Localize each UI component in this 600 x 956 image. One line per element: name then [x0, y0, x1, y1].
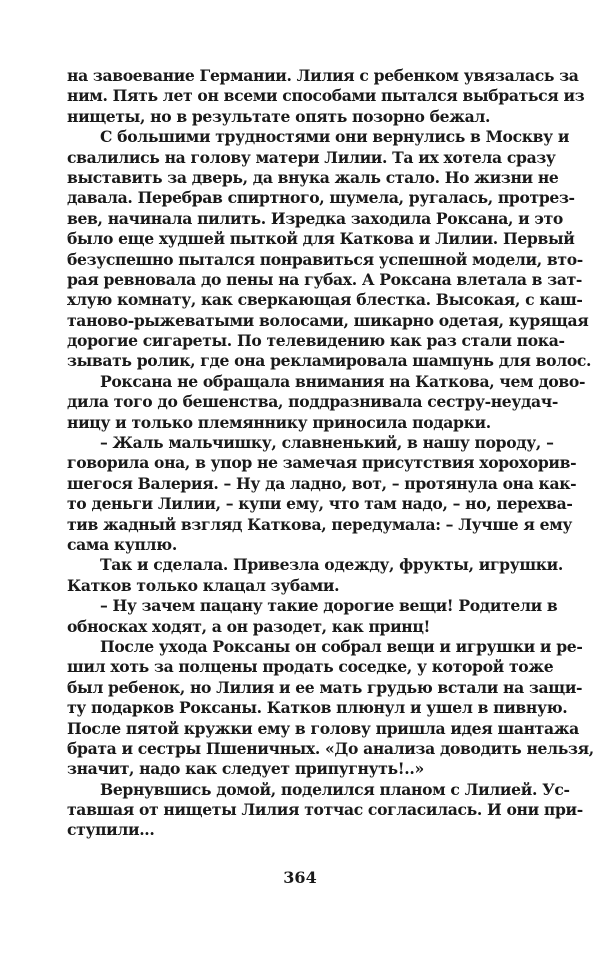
text-line: брата и сестры Пшеничных. «До анализа доводить нельзя,: [67, 738, 594, 758]
paragraph: [67, 636, 594, 780]
text-line: свалились на голову матери Лилии. Та их хотела сразу: [67, 147, 556, 167]
text-line: – Жаль мальчишку, славненький, в нашу породу, –: [100, 433, 554, 453]
text-line: было еще худшей пыткой для Каткова и Лилии. Первый: [67, 229, 575, 249]
text-line: Роксана не обращала внимания на Каткова, чем дово-: [100, 371, 586, 391]
paragraph: [67, 433, 577, 555]
text-line: обносках ходят, а он разодет, как принц!: [67, 616, 431, 636]
text-line: вев, начинала пилить. Изредка заходила Роксана, и это: [67, 208, 563, 228]
text-line: Катков только клацал зубами.: [67, 575, 340, 595]
paragraph: [67, 66, 585, 127]
text-line: Вернувшись домой, поделился планом с Лилией. Ус-: [100, 779, 570, 799]
text-line: Так и сделала. Привезла одежду, фрукты, игрушки.: [100, 555, 563, 575]
text-line: безуспешно пытался понравиться успешной модели, вто-: [67, 249, 583, 269]
text-line: дила того до бешенства, поддразнивала сестру-неудач-: [67, 392, 558, 412]
text-line: тив жадный взгляд Каткова, передумала: – Лучше я ему: [67, 514, 573, 534]
page-number: 364: [283, 868, 317, 887]
paragraph: [67, 127, 592, 372]
paragraph: [67, 596, 558, 637]
text-line: хлую комнату, как сверкающая блестка. Высокая, с каш-: [67, 290, 583, 310]
text-line: ним. Пять лет он всеми способами пытался выбраться из: [67, 86, 585, 106]
text-line: то деньги Лилии, – купи ему, что там надо, – но, перехва-: [67, 494, 573, 514]
text-line: дорогие сигареты. По телевидению как раз стали пока-: [67, 331, 565, 351]
text-line: рая ревновала до пены на губах. А Роксана влетала в зат-: [67, 269, 583, 289]
text-line: зывать ролик, где она рекламировала шампунь для волос.: [67, 351, 592, 371]
text-line: был ребенок, но Лилия и ее мать грудью встали на защи-: [67, 677, 583, 697]
text-line: говорила она, в упор не замечая присутствия хорохорив-: [67, 453, 577, 473]
text-line: сама куплю.: [67, 534, 177, 554]
text-line: С большими трудностями они вернулись в Москву и: [100, 127, 570, 147]
text-line: После пятой кружки ему в голову пришла идея шантажа: [67, 718, 579, 738]
text-line: После ухода Роксаны он собрал вещи и игрушки и ре-: [100, 636, 583, 656]
text-line: ступили...: [67, 820, 155, 840]
text-line: тавшая от нищеты Лилия тотчас согласилась. И они при-: [67, 800, 583, 820]
paragraph: [67, 371, 586, 433]
book-page-text: [67, 66, 594, 841]
text-line: нищеты, но в результате опять позорно бежал.: [67, 106, 491, 126]
text-line: ницу и только племяннику приносила подарки.: [67, 412, 491, 432]
text-line: шил хоть за полцены продать соседке, у которой тоже: [67, 657, 554, 677]
paragraph: [67, 555, 563, 596]
text-line: давала. Перебрав спиртного, шумела, ругалась, протрез-: [67, 188, 575, 208]
text-line: шегося Валерия. – Ну да ладно, вот, – протянула она как-: [67, 473, 577, 493]
text-line: таново-рыжеватыми волосами, шикарно одетая, курящая: [67, 310, 589, 330]
text-line: – Ну зачем пацану такие дорогие вещи! Родители в: [100, 596, 558, 616]
text-line: на завоевание Германии. Лилия с ребенком увязалась за: [67, 66, 579, 85]
paragraph: [67, 779, 583, 841]
text-line: ту подарков Роксаны. Катков плюнул и ушел в пивную.: [67, 698, 568, 718]
text-line: выставить за дверь, да внука жаль стало. Но жизни не: [67, 167, 559, 187]
text-line: значит, надо как следует припугнуть!..»: [67, 759, 424, 779]
